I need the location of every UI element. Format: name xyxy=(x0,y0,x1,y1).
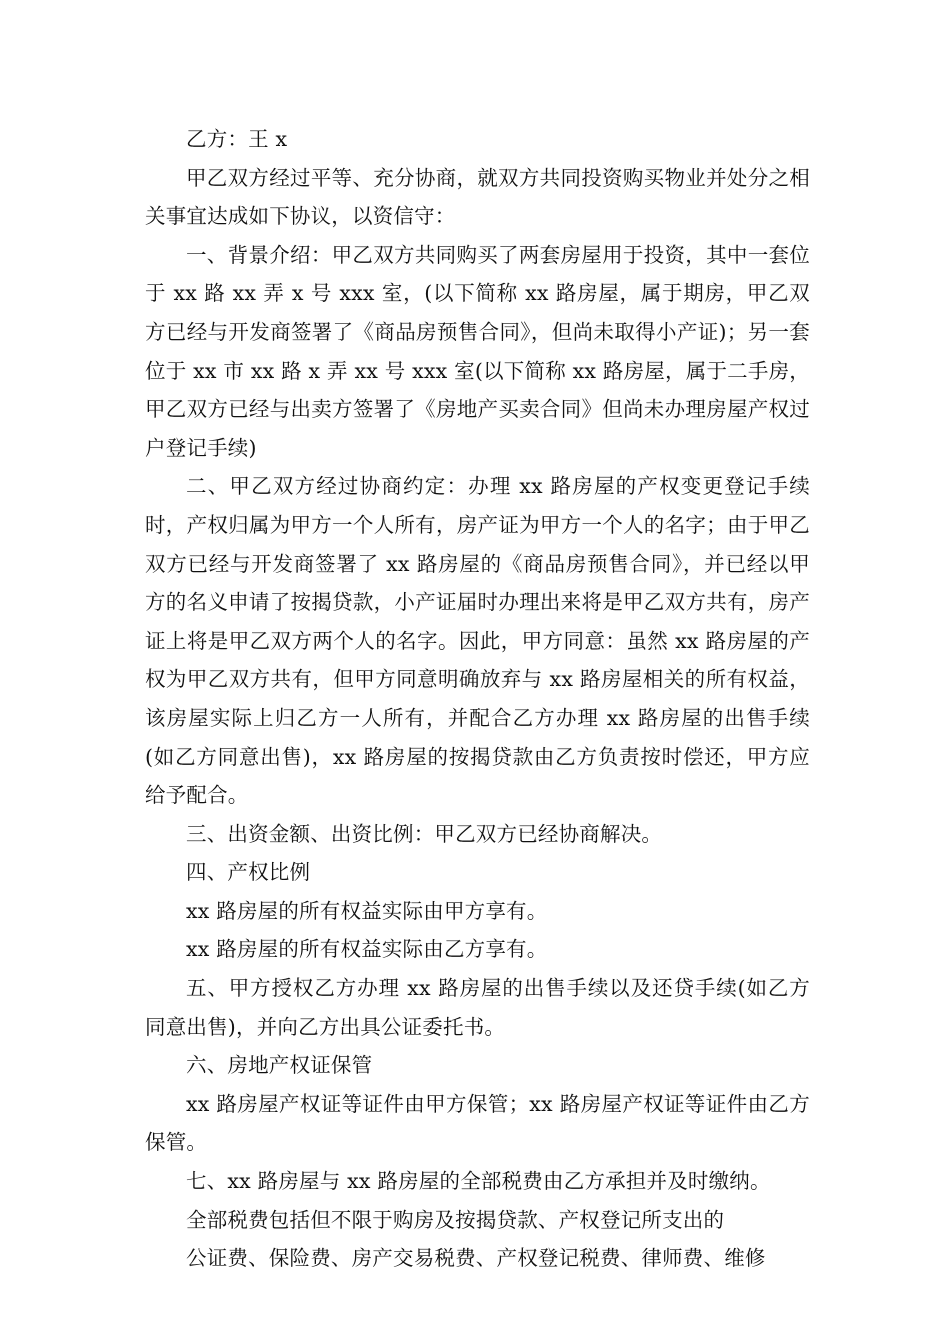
clause-6-heading: 六、房地产权证保管 xyxy=(186,1053,373,1078)
clause-7-detail-line-2: 公证费、保险费、房产交易税费、产权登记税费、律师费、维修 xyxy=(186,1246,766,1271)
party-b-line: 乙方：王 x xyxy=(186,127,288,151)
clause-5-authorization: 五、甲方授权乙方办理 xx 路房屋的出售手续以及还贷手续(如乙方同意出售)，并向乙方出具公证委托书。 xyxy=(145,976,810,1039)
clause-4-item-1: xx 路房屋的所有权益实际由甲方享有。 xyxy=(186,898,548,923)
clause-6-item: xx 路房屋产权证等证件由甲方保管；xx 路房屋产权证等证件由乙方保管。 xyxy=(145,1091,810,1155)
clause-7-detail-line-1: 全部税费包括但不限于购房及按揭贷款、产权登记所支出的 xyxy=(186,1207,725,1232)
clause-4-heading: 四、产权比例 xyxy=(186,860,311,885)
clause-7-taxes: 七、xx 路房屋与 xx 路房屋的全部税费由乙方承担并及时缴纳。 xyxy=(186,1169,771,1194)
preamble-paragraph: 甲乙双方经过平等、充分协商，就双方共同投资购买物业并处分之相关事宜达成如下协议，以资信守： xyxy=(145,165,810,229)
clause-4-item-2: xx 路房屋的所有权益实际由乙方享有。 xyxy=(186,937,548,962)
clause-2-agreement: 二、甲乙双方经过协商约定：办理 xx 路房屋的产权变更登记手续时，产权归属为甲方一个人所有，房产证为甲方一个人的名字；由于甲乙双方已经与开发商签署了 xx 路房屋的《商品房预售合同》，并已经以甲方的名义申请了按揭贷款，小产证届时办理出来将是甲乙双方共有，房产证上将是甲乙双方两个人的名字。因此，甲方同意：虽然 xx 路房屋的产权为甲乙双方共有，但甲方同意明确放弃与 xx 路房屋相关的所有权益，该房屋实际上归乙方一人所有，并配合乙方办理 xx 路房屋的出售手续(如乙方同意出售)，xx 路房屋的按揭贷款由乙方负责按时偿还，甲方应给予配合。 xyxy=(145,474,810,808)
document-body xyxy=(145,120,810,1278)
clause-1-background: 一、背景介绍：甲乙双方共同购买了两套房屋用于投资，其中一套位于 xx 路 xx 弄 x 号 xxx 室，(以下简称 xx 路房屋，属于期房，甲乙双方已经与开发商签署了《商品房预售合同》，但尚未取得小产证)；另一套位于 xx 市 xx 路 x 弄 xx 号 xxx 室(以下简称 xx 路房屋，属于二手房，甲乙双方已经与出卖方签署了《房地产买卖合同》但尚未办理房屋产权过户登记手续) xyxy=(145,242,810,460)
clause-3-funding: 三、出资金额、出资比例：甲乙双方已经协商解决。 xyxy=(186,821,663,846)
